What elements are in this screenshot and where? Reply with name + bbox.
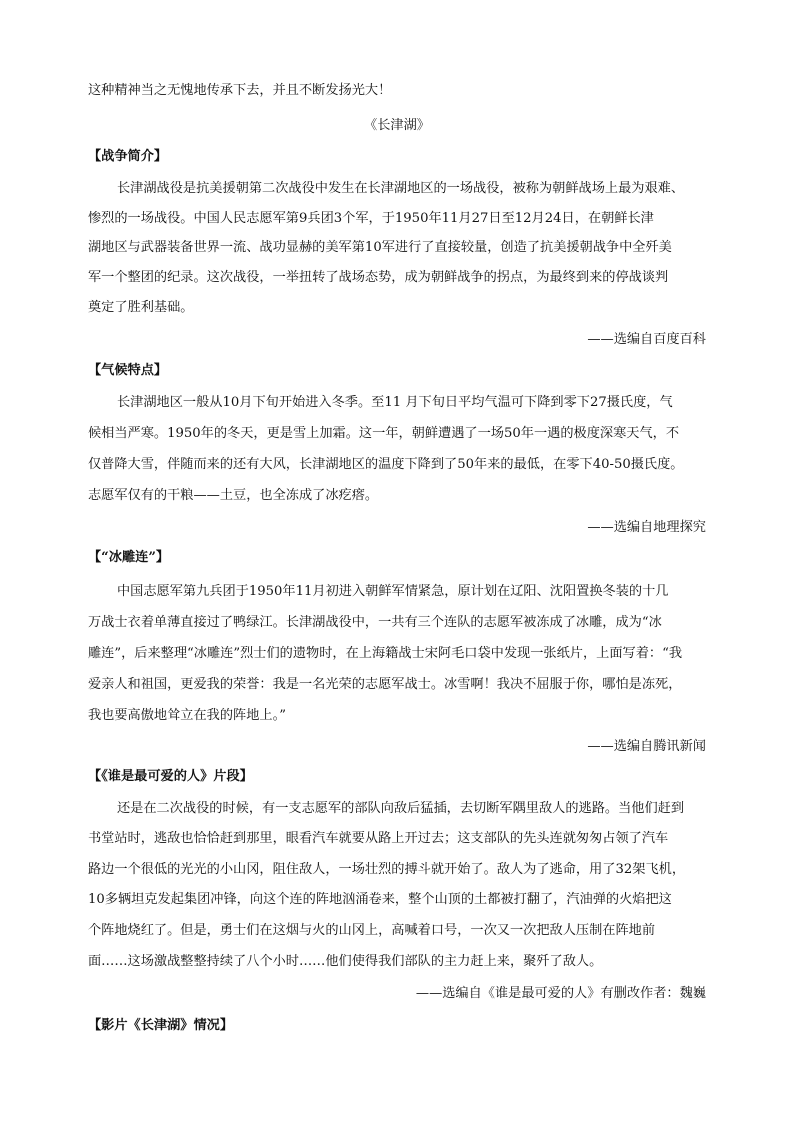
paragraph-line: 志愿军仅有的干粮——土豆，也全冻成了冰疙瘩。 [88,488,379,503]
paragraph-line: 候相当严寒。1950年的冬天，更是雪上加霜。这一年，朝鲜遭遇了一场50年一遇的极度深寒天气，不 [88,426,680,441]
paragraph-line: 路边一个很低的光光的小山冈，阻住敌人，一场壮烈的搏斗就开始了。敌人为了逃命，用了32架飞机， [88,862,686,877]
section-heading-film-info: 【影片《长津湖》情况】 [88,1018,234,1033]
section-heading-war-intro: 【战争简介】 [88,149,168,164]
paragraph-line: 我也要高傲地耸立在我的阵地上。” [88,708,286,723]
section-heading-climate: 【气候特点】 [88,363,168,378]
section-heading-excerpt: 【《谁是最可爱的人》片段】 [88,769,253,784]
paragraph-line: 仅普降大雪，伴随而来的还有大风，长津湖地区的温度下降到了50年来的最低，在零下40-50摄氏度。 [88,457,684,472]
intro-line: 这种精神当之无愧地传承下去，并且不断发扬光大！ [88,83,392,98]
paragraph-line: 10多辆坦克发起集团冲锋，向这个连的阵地汹涌卷来，整个山顶的土都被打翻了，汽油弹的火焰把这 [88,892,672,907]
paragraph-line: 还是在二次战役的时候，有一支志愿军的部队向敌后猛插，去切断军隅里敌人的逃路。当他们赶到 [117,801,685,816]
paragraph-line: 中国志愿军第九兵团于1950年11月初进入朝鲜军情紧急，原计划在辽阳、沈阳置换冬装的十几 [117,584,669,599]
section-heading-ice-sculpture-company: 【“冰雕连”】 [88,550,170,565]
paragraph-line: 奠定了胜利基础。 [88,300,194,315]
paragraph-line: 惨烈的一场战役。中国人民志愿军第9兵团3个军，于1950年11月27日至12月24日，在朝鲜长津 [88,211,654,226]
paragraph-line: 爱亲人和祖国，更爱我的荣誉：我是一名光荣的志愿军战士。冰雪啊！我决不屈服于你，哪怕是冻死， [88,677,682,692]
document-title: 《长津湖》 [364,118,430,133]
paragraph-line: 雕连”，后来整理“冰雕连”烈士们的遗物时，在上海籍战士宋阿毛口袋中发现一张纸片，上面写着：“我 [88,646,683,661]
source-citation: ——选编自腾讯新闻 [587,739,706,754]
paragraph-line: 面……这场激战整整持续了八个小时……他们使得我们部队的主力赶上来，聚歼了敌人。 [88,954,603,969]
paragraph-line: 军一个整团的纪录。这次战役，一举扭转了战场态势，成为朝鲜战争的拐点，为最终到来的停战谈判 [88,270,669,285]
source-citation: ——选编自地理探究 [587,520,706,535]
paragraph-line: 湖地区与武器装备世界一流、战功显赫的美军第10军进行了直接较量，创造了抗美援朝战争中全歼美 [88,240,672,255]
paragraph-line: 书堂站时，逃敌也恰恰赶到那里，眼看汽车就要从路上开过去；这支部队的先头连就匆匆占领了汽车 [88,831,669,846]
paragraph-line: 长津湖战役是抗美援朝第二次战役中发生在长津湖地区的一场战役，被称为朝鲜战场上最为艰难、 [117,181,685,196]
paragraph-line: 个阵地烧红了。但是，勇士们在这烟与火的山冈上，高喊着口号，一次又一次把敌人压制在阵地前 [88,923,656,938]
source-citation: ——选编自百度百科 [587,332,706,347]
paragraph-line: 长津湖地区一般从10月下旬开始进入冬季。至11 月下旬日平均气温可下降到零下27摄氏度，气 [117,395,673,410]
source-citation: ——选编自《谁是最可爱的人》有删改作者：魏巍 [415,986,706,1001]
paragraph-line: 万战士衣着单薄直接过了鸭绿江。长津湖战役中，一共有三个连队的志愿军被冻成了冰雕，成为“冰 [88,615,662,630]
